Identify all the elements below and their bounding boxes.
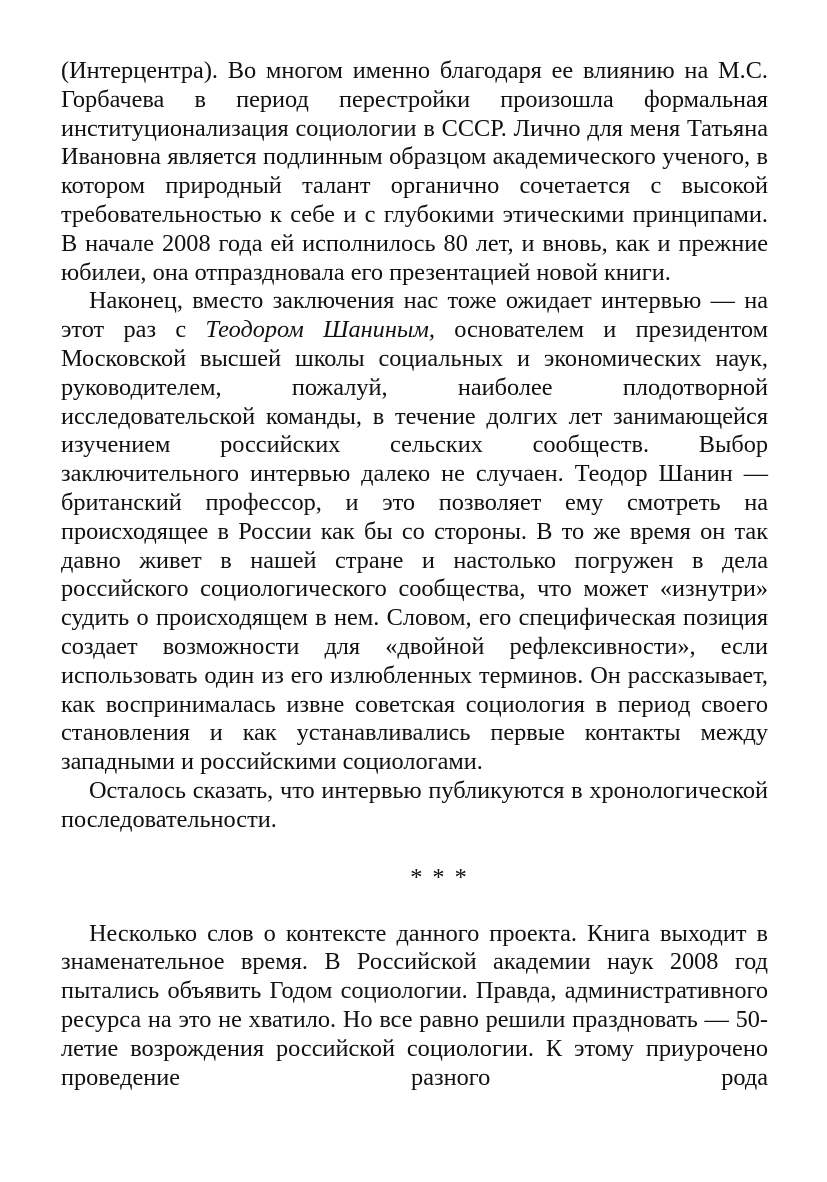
italic-name: Теодором Шаниным, [205, 316, 435, 344]
document-page [61, 57, 768, 1092]
section-separator: * * * [410, 863, 469, 891]
paragraph-text: основателем и президентом Московской высшей школы социальных и экономических наук, руководителем, пожалуй, наиболее плодотворной исследовательской команды, в течение долгих лет занимающейся изучением российских сельских сообществ. Выбор заключительного интервью далеко не случаен. Теодор Шанин — британский профессор, и это позволяет ему смотреть на происходящее в России как бы со стороны. В то же время он так давно живет в нашей стране и настолько погружен в дела российского социологического сообщества, что может «изнутри» судить о происходящем в нем. Словом, его специфическая позиция создает возможности для «двойной рефлексивности», если использовать один из его излюбленных терминов. Он рассказывает, как воспринималась извне советская социология в период своего становления и как устанавливались первые контакты между западными и российскими социологами. [61, 316, 768, 776]
paragraph-shanin-interview [61, 287, 768, 777]
paragraph-chronology: Осталось сказать, что интервью публикуются в хронологической последовательности. [61, 776, 768, 833]
paragraph-text: Наконец, вместо заключения нас тоже ожидает интервью — на этот раз с [61, 287, 768, 344]
paragraph-intercenter: (Интерцентра). Во многом именно благодаря ее влиянию на М.С. Горбачева в период перестройки произошла формальная институционализация социологии в СССР. Лично для меня Татьяна Ивановна является подлинным образцом академического ученого, в котором природный талант органично сочетается с высокой требовательностью к себе и с глубокими этическими принципами. В начале 2008 года ей исполнилось 80 лет, и вновь, как и прежние юбилеи, она отпраздновала его презентацией новой книги. [61, 57, 768, 286]
paragraph-context: Несколько слов о контексте данного проекта. Книга выходит в знаменательное время. В Российской академии наук 2008 год пытались объявить Годом социологии. Правда, административного ресурса на это не хватило. Но все равно решили праздновать — 50-летие возрождения российской социологии. К этому приурочено проведение разного рода [61, 919, 768, 1091]
